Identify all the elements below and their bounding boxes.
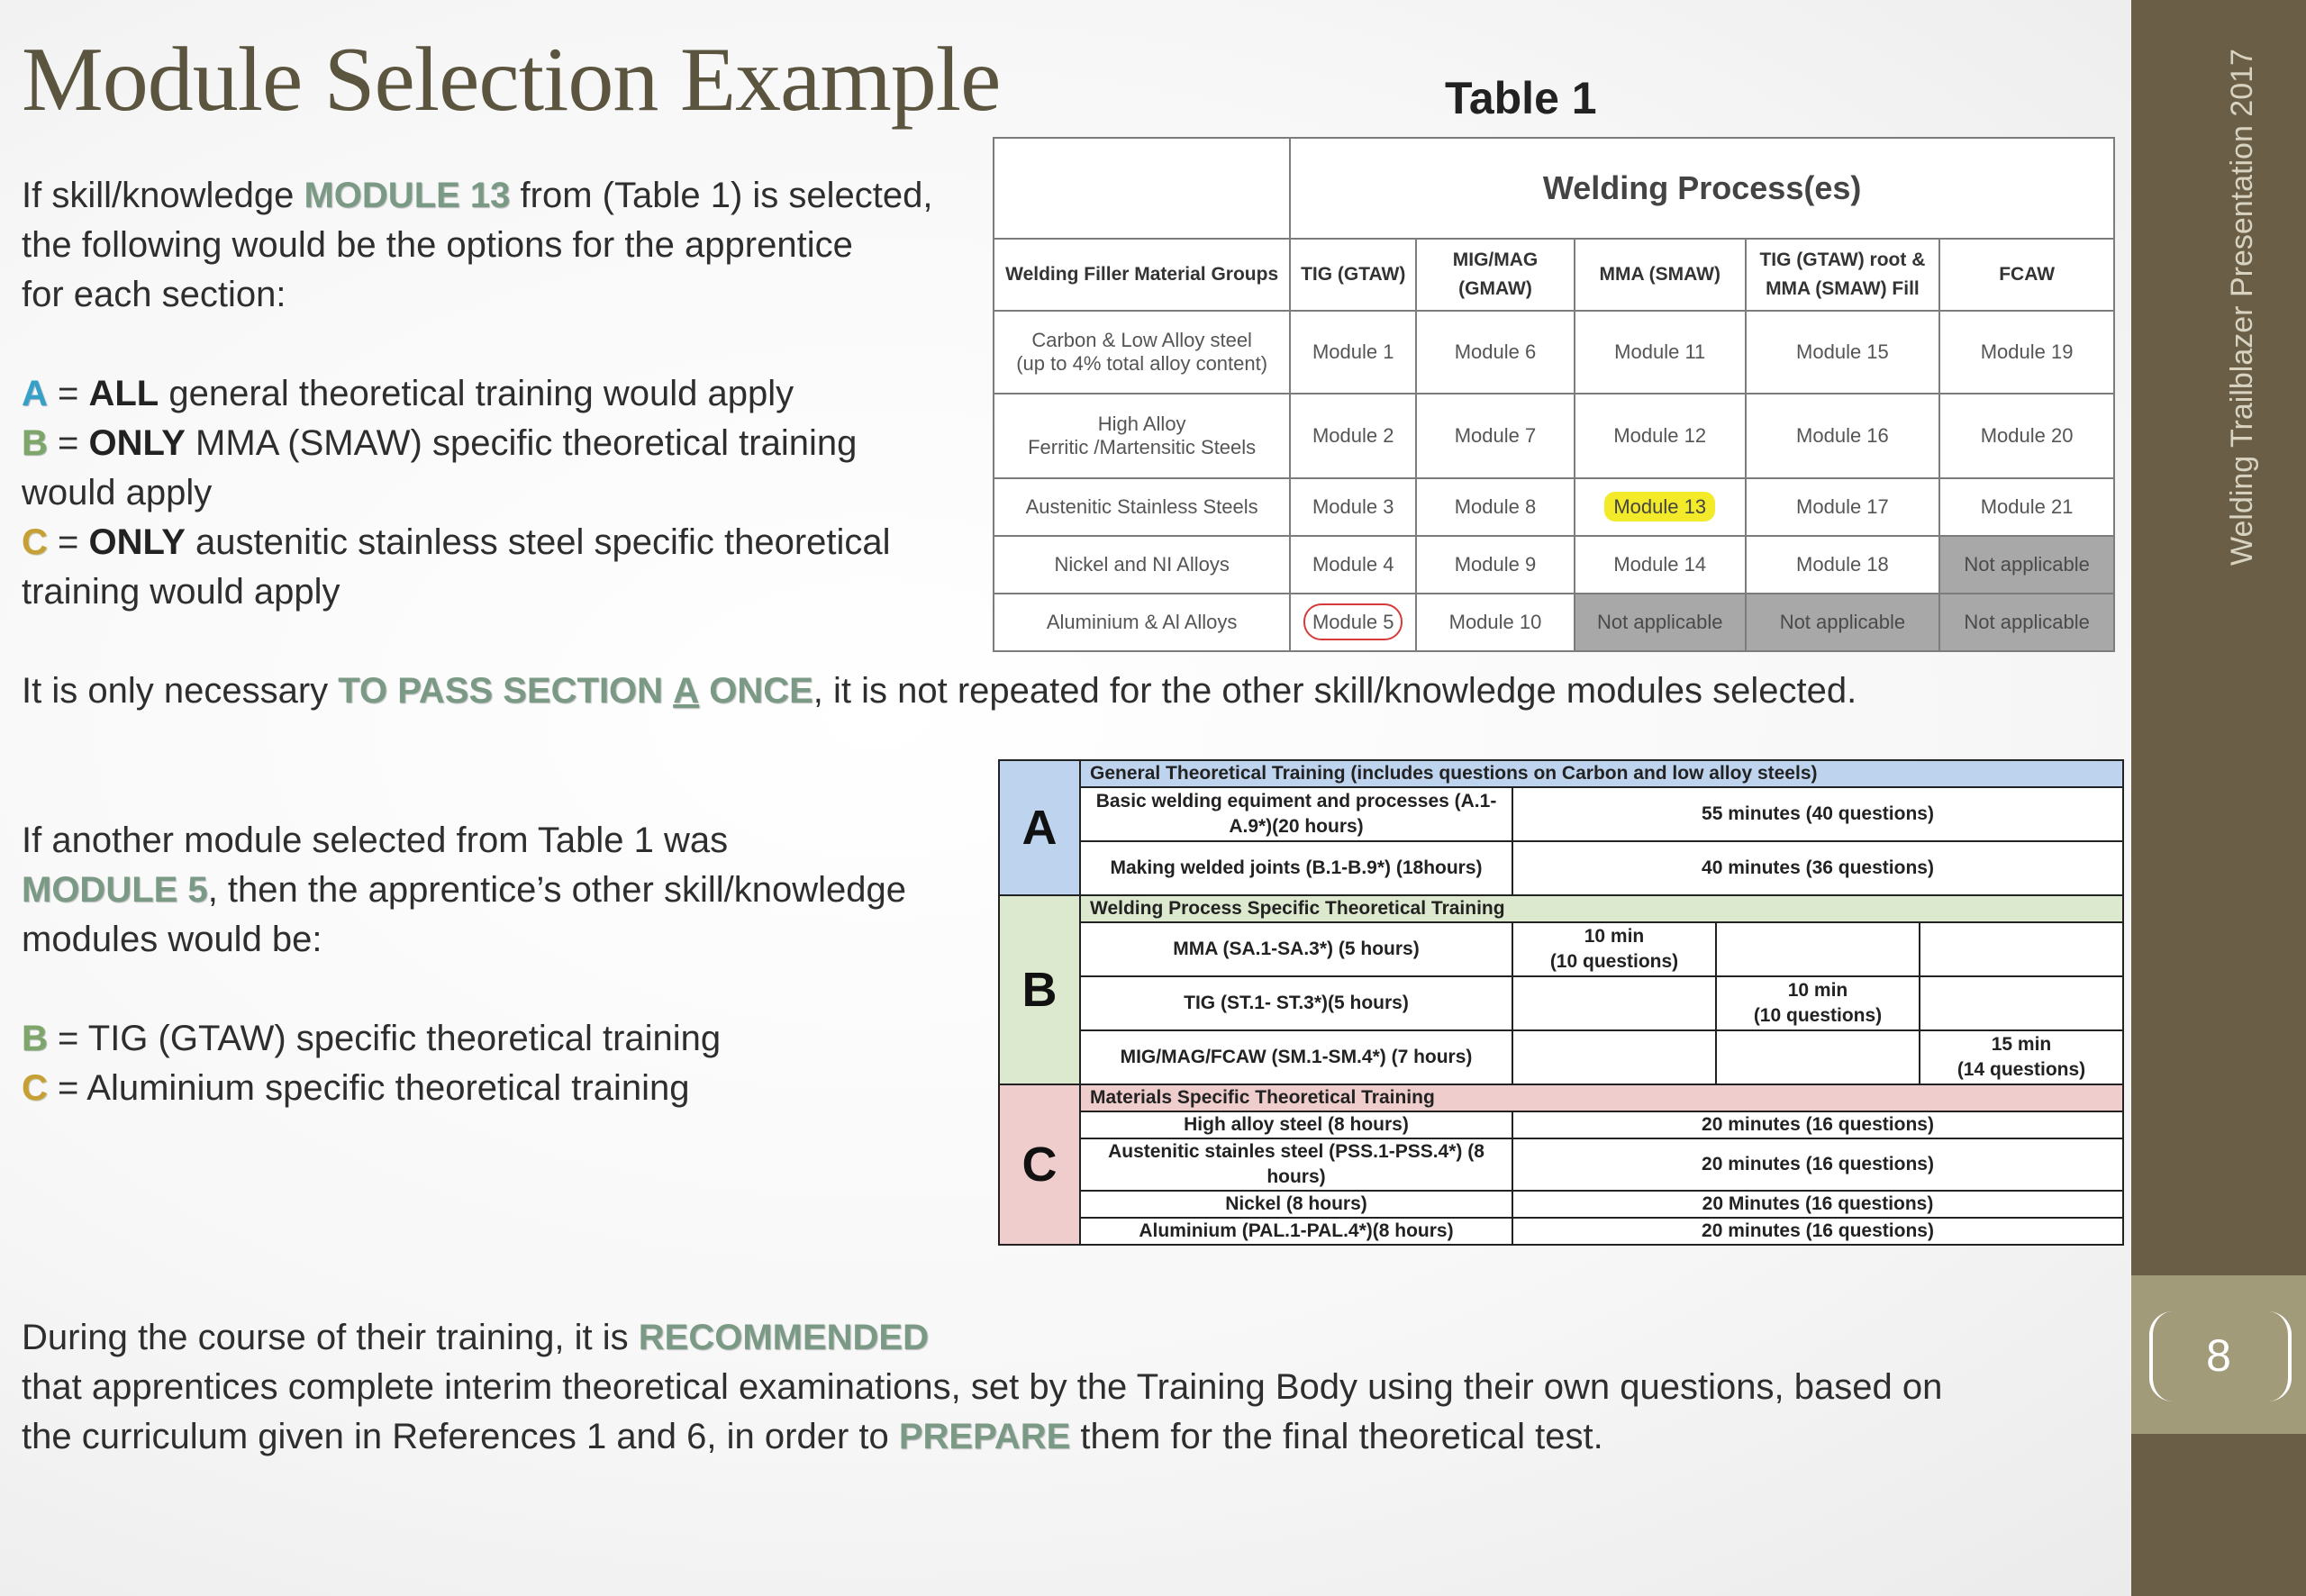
table-row xyxy=(999,841,2123,895)
section-a-header: General Theoretical Training (includes questions on Carbon and low alloy steels) xyxy=(1080,760,2123,787)
intro-text: from (Table 1) is selected, xyxy=(510,176,933,215)
module-5-keyword: MODULE 5 xyxy=(22,870,208,910)
training-label: High alloy steel (8 hours) xyxy=(1080,1111,1512,1138)
exam-duration: 40 minutes (36 questions) xyxy=(1512,841,2123,895)
row-group-label: Carbon & Low Alloy steel xyxy=(1031,329,1252,351)
option-c-line xyxy=(22,518,932,567)
second-option-b-text: = TIG (GTAW) specific theoretical training xyxy=(47,1019,722,1058)
closing-text: that apprentices complete interim theoretical examinations, set by the Training Body using their own questions, based on xyxy=(22,1367,1943,1407)
intro-text: If skill/knowledge xyxy=(22,176,304,215)
empty-cell xyxy=(1920,976,2123,1030)
row-group-sublabel: (up to 4% total alloy content) xyxy=(1016,352,1268,375)
module-cell: Module 21 xyxy=(1939,478,2114,536)
exam-duration: 20 minutes (16 questions) xyxy=(1512,1111,2123,1138)
module-cell: Module 10 xyxy=(1416,594,1575,651)
not-applicable-cell: Not applicable xyxy=(1939,594,2114,651)
module-cell: Module 9 xyxy=(1416,536,1575,594)
module-13-keyword: MODULE 13 xyxy=(304,176,511,215)
section-a-keyword: A xyxy=(673,671,700,711)
row-group-cell xyxy=(994,394,1290,478)
closing-text: During the course of their training, it is xyxy=(22,1318,639,1357)
module-cell: Module 11 xyxy=(1575,311,1746,394)
pass-section-line xyxy=(22,667,1857,716)
equals-sign: = xyxy=(47,522,89,562)
empty-cell xyxy=(1716,1030,1920,1084)
option-a-line xyxy=(22,369,932,419)
only-keyword: ONLY xyxy=(88,423,186,463)
exam-duration: 20 minutes (16 questions) xyxy=(1512,1138,2123,1191)
second-text: If another module selected from Table 1 was xyxy=(22,821,729,860)
exam-duration xyxy=(1512,922,1716,976)
table-row xyxy=(994,594,2114,651)
section-c-header: Materials Specific Theoretical Training xyxy=(1080,1084,2123,1111)
row-group-cell: Aluminium & Al Alloys xyxy=(994,594,1290,651)
module-13-highlight: Module 13 xyxy=(1604,492,1715,521)
training-label: Making welded joints (B.1-B.9*) (18hours) xyxy=(1080,841,1512,895)
theory-table xyxy=(998,759,2124,1246)
section-c-cell: C xyxy=(999,1084,1080,1245)
only-keyword: ONLY xyxy=(88,522,186,562)
equals-sign: = xyxy=(47,423,89,463)
module-cell: Module 1 xyxy=(1290,311,1416,394)
exam-duration: 55 minutes (40 questions) xyxy=(1512,787,2123,841)
section-b-letter: B xyxy=(22,423,48,463)
table-row xyxy=(999,922,2123,976)
column-header: TIG (GTAW) xyxy=(1290,239,1416,311)
closing-text: them for the final theoretical test. xyxy=(1070,1417,1603,1456)
welding-process-header: Welding Process(es) xyxy=(1290,138,2114,239)
intro-paragraph xyxy=(22,171,932,617)
slide-title: Module Selection Example xyxy=(22,29,1001,131)
table-row xyxy=(999,1191,2123,1218)
option-c-text: training would apply xyxy=(22,572,340,612)
training-label: Nickel (8 hours) xyxy=(1080,1191,1512,1218)
module-cell: Module 2 xyxy=(1290,394,1416,478)
intro-text: the following would be the options for the apprentice xyxy=(22,225,853,265)
circled-module-cell xyxy=(1290,594,1416,651)
section-c-letter: C xyxy=(22,1068,48,1108)
table-row xyxy=(999,976,2123,1030)
row-group-sublabel: Ferritic /Martensitic Steels xyxy=(1028,436,1257,458)
not-applicable-cell: Not applicable xyxy=(1746,594,1940,651)
second-option-c-text: = Aluminium specific theoretical training xyxy=(47,1068,690,1108)
section-b-cell: B xyxy=(999,895,1080,1084)
module-cell: Module 12 xyxy=(1575,394,1746,478)
all-keyword: ALL xyxy=(88,374,159,413)
recommended-keyword: RECOMMENDED xyxy=(638,1318,929,1357)
highlighted-module-cell xyxy=(1575,478,1746,536)
option-b-text: MMA (SMAW) specific theoretical training xyxy=(185,423,858,463)
not-applicable-cell: Not applicable xyxy=(1939,536,2114,594)
empty-cell xyxy=(1512,1030,1716,1084)
module-table xyxy=(993,137,2115,652)
table-row xyxy=(994,394,2114,478)
column-header: TIG (GTAW) root & MMA (SMAW) Fill xyxy=(1746,239,1940,311)
module-cell: Module 14 xyxy=(1575,536,1746,594)
presentation-title-vertical: Welding Trailblazer Presentation 2017 xyxy=(2225,49,2259,566)
row-group-cell: Nickel and NI Alloys xyxy=(994,536,1290,594)
question-count: (14 questions) xyxy=(1956,1059,2086,1080)
module-cell: Module 15 xyxy=(1746,311,1940,394)
training-label: Basic welding equiment and processes (A.1-A.9*)(20 hours) xyxy=(1080,787,1512,841)
empty-cell xyxy=(1716,922,1920,976)
module-cell: Module 4 xyxy=(1290,536,1416,594)
training-label: Aluminium (PAL.1-PAL.4*)(8 hours) xyxy=(1080,1218,1512,1245)
duration-text: 10 min xyxy=(1584,926,1645,947)
prepare-keyword: PREPARE xyxy=(898,1417,1071,1456)
second-text: modules would be: xyxy=(22,920,322,959)
table-row xyxy=(999,787,2123,841)
option-b-text: would apply xyxy=(22,473,213,512)
module-cell: Module 20 xyxy=(1939,394,2114,478)
pass-text: , it is not repeated for the other skill/knowledge modules selected. xyxy=(813,671,1857,711)
not-applicable-cell: Not applicable xyxy=(1575,594,1746,651)
column-header: MMA (SMAW) xyxy=(1575,239,1746,311)
section-b-letter: B xyxy=(22,1019,48,1058)
exam-duration: 20 minutes (16 questions) xyxy=(1512,1218,2123,1245)
module-5-circle: Module 5 xyxy=(1303,603,1403,640)
training-label: MMA (SA.1-SA.3*) (5 hours) xyxy=(1080,922,1512,976)
empty-cell xyxy=(1512,976,1716,1030)
second-paragraph xyxy=(22,816,906,1113)
section-c-letter: C xyxy=(22,522,48,562)
option-b-line xyxy=(22,419,932,468)
module-cell: Module 16 xyxy=(1746,394,1940,478)
module-cell: Module 3 xyxy=(1290,478,1416,536)
module-cell: Module 7 xyxy=(1416,394,1575,478)
exam-duration xyxy=(1920,1030,2123,1084)
training-label: TIG (ST.1- ST.3*)(5 hours) xyxy=(1080,976,1512,1030)
second-option-b-line xyxy=(22,1014,906,1064)
table1-title: Table 1 xyxy=(1445,73,1597,123)
training-label: Austenitic stainles steel (PSS.1-PSS.4*) (8 hours) xyxy=(1080,1138,1512,1191)
training-label: MIG/MAG/FCAW (SM.1-SM.4*) (7 hours) xyxy=(1080,1030,1512,1084)
second-option-c-line xyxy=(22,1064,906,1113)
section-b-header: Welding Process Specific Theoretical Training xyxy=(1080,895,2123,922)
second-text: , then the apprentice’s other skill/knowledge xyxy=(207,870,906,910)
duration-text: 15 min xyxy=(1991,1034,2052,1055)
exam-duration xyxy=(1716,976,1920,1030)
space xyxy=(663,671,673,711)
module-cell: Module 6 xyxy=(1416,311,1575,394)
module-cell: Module 8 xyxy=(1416,478,1575,536)
module-cell: Module 19 xyxy=(1939,311,2114,394)
question-count: (10 questions) xyxy=(1549,951,1679,972)
question-count: (10 questions) xyxy=(1753,1005,1883,1026)
option-a-text: general theoretical training would apply xyxy=(159,374,794,413)
section-a-cell: A xyxy=(999,760,1080,895)
table-row xyxy=(994,311,2114,394)
module-cell: Module 18 xyxy=(1746,536,1940,594)
page-number: 8 xyxy=(2206,1330,2231,1381)
filler-group-header: Welding Filler Material Groups xyxy=(994,239,1290,311)
exam-duration: 20 Minutes (16 questions) xyxy=(1512,1191,2123,1218)
table-row xyxy=(994,536,2114,594)
section-a-letter: A xyxy=(22,374,48,413)
option-c-text: austenitic stainless steel specific theoretical xyxy=(185,522,891,562)
row-group-cell: Austenitic Stainless Steels xyxy=(994,478,1290,536)
row-group-cell xyxy=(994,311,1290,394)
column-header: MIG/MAG (GMAW) xyxy=(1416,239,1575,311)
table-row xyxy=(999,1218,2123,1245)
duration-text: 10 min xyxy=(1787,980,1848,1001)
table-row xyxy=(994,478,2114,536)
once-keyword: ONCE xyxy=(709,671,813,711)
row-group-label: High Alloy xyxy=(1097,413,1186,435)
equals-sign: = xyxy=(47,374,89,413)
intro-text: for each section: xyxy=(22,275,286,314)
table-row xyxy=(999,1138,2123,1191)
table-row xyxy=(999,1111,2123,1138)
table-row xyxy=(999,1030,2123,1084)
space xyxy=(699,671,709,711)
closing-paragraph xyxy=(22,1313,1942,1462)
module-cell: Module 17 xyxy=(1746,478,1940,536)
empty-cell xyxy=(1920,922,2123,976)
pass-text: It is only necessary xyxy=(22,671,339,711)
column-header: FCAW xyxy=(1939,239,2114,311)
table1-corner-cell xyxy=(994,138,1290,239)
closing-text: the curriculum given in References 1 and 6, in order to xyxy=(22,1417,899,1456)
to-pass-section-keyword: TO PASS SECTION xyxy=(338,671,664,711)
